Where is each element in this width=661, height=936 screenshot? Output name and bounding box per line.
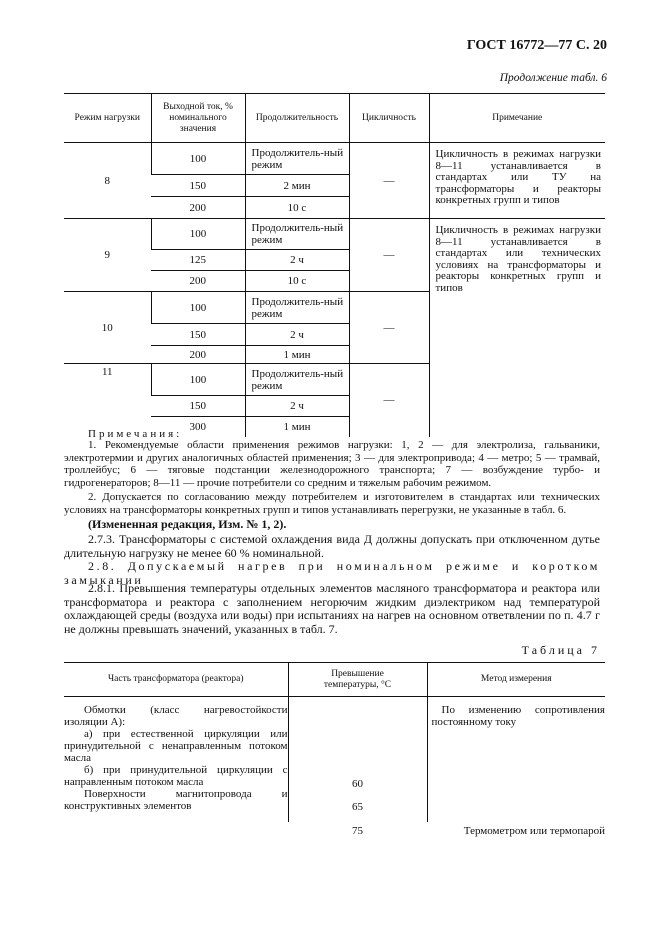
current-cell: 125 — [151, 250, 245, 271]
note-cell: Цикличность в режимах нагрузки 8—11 устанавливается в стандартах или ТУ на трансформаторы и реакторы конкретных групп и типов — [429, 143, 605, 219]
current-cell: 100 — [151, 143, 245, 175]
table-row — [64, 143, 605, 175]
paragraph-2-7-3: 2.7.3. Трансформаторы с системой охлаждения вида Д должны допускать при отключенном дутье длительную нагрузку не менее 60 % номинальной. — [64, 532, 600, 560]
current-cell: 100 — [151, 364, 245, 396]
current-cell: 200 — [151, 197, 245, 219]
duration-cell: 2 ч — [245, 250, 349, 271]
col-current: Выходной ток, % номинального значения — [151, 94, 245, 143]
col-mode: Режим нагрузки — [64, 94, 151, 143]
temperature-cell — [288, 697, 427, 837]
duration-cell: 10 с — [245, 271, 349, 292]
current-cell: 100 — [151, 219, 245, 250]
col-cyclicity: Цикличность — [349, 94, 429, 143]
windings-b: б) при принудительной циркуляции с направленным потоком масла — [64, 764, 288, 788]
note-1: 1. Рекомендуемые области применения режимов нагрузки: 1, 2 — для электролиза, гальваники, электротермии и других аналогичных областей применения; 3 — для электропривода; 4 — метро; 5 — трамвай, троллейбус; 6 — тяговые подстанции железнодорожного транспорта; 7 — возбуждение турбо- и гидрогенераторов; 8—11 — прочие потребители со средним и тяжелым рабочим режимом. — [64, 439, 600, 489]
cyclicity-cell: — — [349, 143, 429, 219]
current-cell: 150 — [151, 396, 245, 417]
col-duration: Продолжительность — [245, 94, 349, 143]
duration-cell: 2 ч — [245, 396, 349, 417]
cyclicity-cell: — — [349, 364, 429, 437]
core-surfaces: Поверхности магнитопровода и конструктивных элементов — [64, 788, 288, 812]
table6-header-row — [64, 94, 605, 143]
mode-cell: 8 — [104, 174, 110, 187]
current-cell: 150 — [151, 324, 245, 346]
value-a: 60 — [352, 778, 363, 790]
value-b: 65 — [352, 801, 363, 813]
current-cell: 200 — [151, 271, 245, 292]
cyclicity-cell: — — [349, 219, 429, 292]
col-note: Примечание — [429, 94, 605, 143]
part-cell — [64, 697, 288, 823]
revision-note: (Измененная редакция, Изм. № 1, 2). — [88, 517, 287, 531]
duration-cell: Продолжитель-ный режим — [245, 292, 349, 324]
col-part: Часть трансформатора (реактора) — [64, 663, 288, 697]
value-core: 75 — [352, 825, 363, 837]
paragraph-2-8: 2.8. Допускаемый нагрев при номинальном режиме и коротком замыкании — [64, 559, 600, 587]
duration-cell: Продолжитель-ный режим — [245, 364, 349, 396]
current-cell: 100 — [151, 292, 245, 324]
note-cell: Цикличность в режимах нагрузки 8—11 устанавливается в стандартах или технических условиях на трансформаторы и реакторы конкретных групп и типов — [429, 219, 605, 437]
notes-heading-text: Примечания: — [88, 428, 183, 440]
duration-cell: Продолжитель-ный режим — [245, 143, 349, 175]
duration-cell: 1 мин — [245, 417, 349, 437]
table-continuation-label: Продолжение табл. 6 — [499, 72, 607, 84]
duration-cell: 2 мин — [245, 175, 349, 197]
table7-header-row — [64, 663, 605, 697]
current-cell: 300 — [151, 417, 245, 437]
paragraph-2-8-1: 2.8.1. Превышения температуры отдельных элементов масляного трансформатора и реактора или трансформатора и реактора с заполнением негорючим жидким диэлектриком над температурой охлаждающей среды (воздуха или воды) при испытаниях на нагрев на основном ответвлении по п. 4.7 г не должны превышать значений, указанных в табл. 7. — [64, 581, 600, 636]
windings-head: Обмотки (класс нагревостойкости изоляции А): — [64, 704, 288, 728]
table-6 — [64, 93, 605, 437]
duration-cell: 1 мин — [245, 346, 349, 364]
table-row — [64, 697, 605, 823]
duration-cell: 2 ч — [245, 324, 349, 346]
table7-caption: Таблица 7 — [521, 643, 600, 657]
cyclicity-cell: — — [349, 292, 429, 364]
note-2: 2. Допускается по согласованию между потребителем и изготовителем в стандартах или технических условиях на трансформаторы конкретных групп и типов устанавливать перегрузки, не указанные в табл. 6. — [64, 491, 600, 516]
current-cell: 150 — [151, 175, 245, 197]
mode-cell: 11 — [64, 364, 151, 437]
col-temperature: Превышение температуры, °С — [288, 663, 427, 697]
table-7 — [64, 662, 605, 837]
mode-cell: 10 — [64, 292, 151, 364]
col-method: Метод измерения — [427, 663, 605, 697]
mode-cell: 9 — [64, 219, 151, 292]
method-cell — [427, 697, 605, 837]
current-cell: 200 — [151, 346, 245, 364]
method-resistance: По изменению сопротивления постоянному току — [431, 704, 605, 728]
duration-cell: 10 с — [245, 197, 349, 219]
method-thermometer: Термометром или термопарой — [463, 825, 605, 837]
windings-a: а) при естественной циркуляции или принудительной с ненаправленным потоком масла — [64, 728, 288, 764]
page-header: ГОСТ 16772—77 С. 20 — [466, 38, 607, 53]
duration-cell: Продолжитель-ный режим — [245, 219, 349, 250]
table-row — [64, 219, 605, 250]
